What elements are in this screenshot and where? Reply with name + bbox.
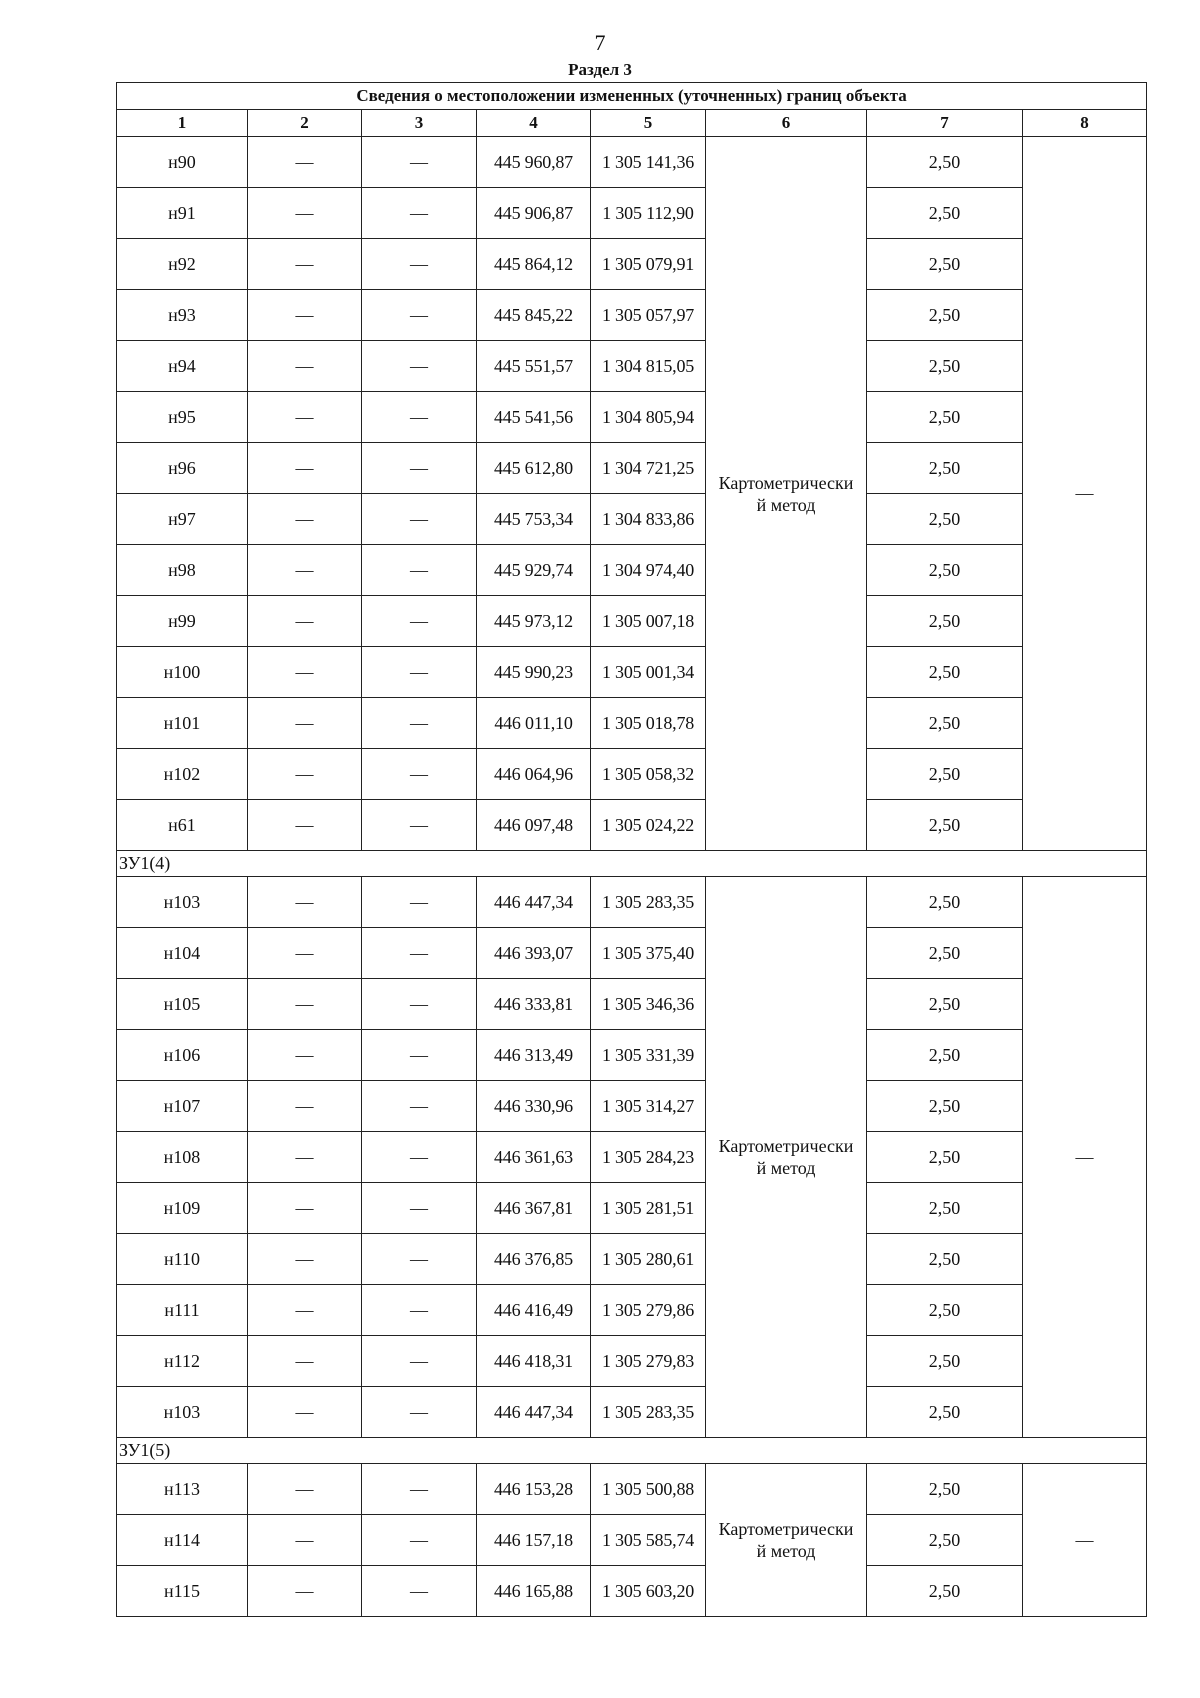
table-row	[117, 1132, 1147, 1183]
point-name-cell: н92	[117, 239, 248, 290]
x-coordinate-cell: 446 447,34	[477, 1387, 591, 1438]
column-2-cell: —	[248, 928, 362, 979]
accuracy-cell: 2,50	[867, 979, 1023, 1030]
column-number: 4	[477, 110, 591, 137]
point-name-cell: н61	[117, 800, 248, 851]
x-coordinate-cell: 446 153,28	[477, 1464, 591, 1515]
table-row	[117, 1464, 1147, 1515]
y-coordinate-cell: 1 305 314,27	[591, 1081, 706, 1132]
accuracy-cell: 2,50	[867, 290, 1023, 341]
y-coordinate-cell: 1 304 721,25	[591, 443, 706, 494]
x-coordinate-cell: 445 612,80	[477, 443, 591, 494]
column-3-cell: —	[362, 1515, 477, 1566]
table-row	[117, 1566, 1147, 1617]
column-3-cell: —	[362, 494, 477, 545]
column-2-cell: —	[248, 979, 362, 1030]
x-coordinate-cell: 446 330,96	[477, 1081, 591, 1132]
accuracy-cell: 2,50	[867, 749, 1023, 800]
table-row	[117, 494, 1147, 545]
column-3-cell: —	[362, 1081, 477, 1132]
x-coordinate-cell: 445 929,74	[477, 545, 591, 596]
method-text-line-1: Картометрически	[718, 1136, 854, 1156]
column-number: 3	[362, 110, 477, 137]
x-coordinate-cell: 446 376,85	[477, 1234, 591, 1285]
column-3-cell: —	[362, 928, 477, 979]
column-2-cell: —	[248, 698, 362, 749]
boundary-table	[116, 82, 1147, 1617]
page-number: 7	[594, 30, 606, 55]
column-3-cell: —	[362, 647, 477, 698]
y-coordinate-cell: 1 305 007,18	[591, 596, 706, 647]
column-2-cell: —	[248, 443, 362, 494]
table-row	[117, 877, 1147, 928]
table-row	[117, 1234, 1147, 1285]
point-name-cell: н109	[117, 1183, 248, 1234]
column-3-cell: —	[362, 392, 477, 443]
accuracy-cell: 2,50	[867, 877, 1023, 928]
column-number: 1	[117, 110, 248, 137]
x-coordinate-cell: 446 361,63	[477, 1132, 591, 1183]
column-2-cell: —	[248, 341, 362, 392]
y-coordinate-cell: 1 305 283,35	[591, 877, 706, 928]
table-row	[117, 1030, 1147, 1081]
accuracy-cell: 2,50	[867, 647, 1023, 698]
column-3-cell: —	[362, 1030, 477, 1081]
x-coordinate-cell: 446 165,88	[477, 1566, 591, 1617]
accuracy-cell: 2,50	[867, 928, 1023, 979]
table-row	[117, 698, 1147, 749]
table-row	[117, 1081, 1147, 1132]
group-row	[117, 1438, 1147, 1464]
y-coordinate-cell: 1 304 805,94	[591, 392, 706, 443]
method-text-line-2: й метод	[756, 1541, 816, 1561]
column-2-cell: —	[248, 1336, 362, 1387]
y-coordinate-cell: 1 304 974,40	[591, 545, 706, 596]
column-2-cell: —	[248, 545, 362, 596]
x-coordinate-cell: 446 313,49	[477, 1030, 591, 1081]
accuracy-cell: 2,50	[867, 1566, 1023, 1617]
point-name-cell: н96	[117, 443, 248, 494]
column-2-cell: —	[248, 290, 362, 341]
column-3-cell: —	[362, 137, 477, 188]
column-number: 5	[591, 110, 706, 137]
column-3-cell: —	[362, 749, 477, 800]
accuracy-cell: 2,50	[867, 1515, 1023, 1566]
column-8-cell: —	[1023, 1464, 1147, 1617]
y-coordinate-cell: 1 305 284,23	[591, 1132, 706, 1183]
point-name-cell: н108	[117, 1132, 248, 1183]
accuracy-cell: 2,50	[867, 1081, 1023, 1132]
column-2-cell: —	[248, 1464, 362, 1515]
x-coordinate-cell: 446 157,18	[477, 1515, 591, 1566]
column-number-row	[117, 110, 1147, 137]
table-row	[117, 647, 1147, 698]
point-name-cell: н93	[117, 290, 248, 341]
table-row	[117, 290, 1147, 341]
column-3-cell: —	[362, 1285, 477, 1336]
y-coordinate-cell: 1 305 112,90	[591, 188, 706, 239]
point-name-cell: н112	[117, 1336, 248, 1387]
column-2-cell: —	[248, 137, 362, 188]
accuracy-cell: 2,50	[867, 1387, 1023, 1438]
column-3-cell: —	[362, 1234, 477, 1285]
x-coordinate-cell: 446 097,48	[477, 800, 591, 851]
accuracy-cell: 2,50	[867, 698, 1023, 749]
group-row	[117, 851, 1147, 877]
column-3-cell: —	[362, 1387, 477, 1438]
y-coordinate-cell: 1 305 079,91	[591, 239, 706, 290]
accuracy-cell: 2,50	[867, 494, 1023, 545]
point-name-cell: н110	[117, 1234, 248, 1285]
column-2-cell: —	[248, 1387, 362, 1438]
y-coordinate-cell: 1 305 585,74	[591, 1515, 706, 1566]
method-cell	[706, 1464, 867, 1617]
accuracy-cell: 2,50	[867, 341, 1023, 392]
group-label: ЗУ1(4)	[117, 851, 1147, 877]
x-coordinate-cell: 445 541,56	[477, 392, 591, 443]
table-row	[117, 800, 1147, 851]
point-name-cell: н102	[117, 749, 248, 800]
method-cell	[706, 877, 867, 1438]
column-2-cell: —	[248, 877, 362, 928]
column-2-cell: —	[248, 1132, 362, 1183]
x-coordinate-cell: 446 011,10	[477, 698, 591, 749]
point-name-cell: н106	[117, 1030, 248, 1081]
point-name-cell: н95	[117, 392, 248, 443]
accuracy-cell: 2,50	[867, 392, 1023, 443]
table-row	[117, 239, 1147, 290]
point-name-cell: н91	[117, 188, 248, 239]
x-coordinate-cell: 446 367,81	[477, 1183, 591, 1234]
column-3-cell: —	[362, 698, 477, 749]
table-row	[117, 392, 1147, 443]
point-name-cell: н114	[117, 1515, 248, 1566]
column-8-cell: —	[1023, 877, 1147, 1438]
accuracy-cell: 2,50	[867, 137, 1023, 188]
column-3-cell: —	[362, 341, 477, 392]
column-2-cell: —	[248, 188, 362, 239]
accuracy-cell: 2,50	[867, 596, 1023, 647]
x-coordinate-cell: 445 551,57	[477, 341, 591, 392]
y-coordinate-cell: 1 304 833,86	[591, 494, 706, 545]
method-text-line-1: Картометрически	[718, 472, 854, 493]
table-row	[117, 928, 1147, 979]
y-coordinate-cell: 1 305 280,61	[591, 1234, 706, 1285]
column-2-cell: —	[248, 494, 362, 545]
table-row	[117, 1285, 1147, 1336]
group-label: ЗУ1(5)	[117, 1438, 1147, 1464]
y-coordinate-cell: 1 305 279,83	[591, 1336, 706, 1387]
column-2-cell: —	[248, 1030, 362, 1081]
column-3-cell: —	[362, 596, 477, 647]
y-coordinate-cell: 1 305 018,78	[591, 698, 706, 749]
column-8-cell: —	[1023, 137, 1147, 851]
x-coordinate-cell: 445 990,23	[477, 647, 591, 698]
column-3-cell: —	[362, 545, 477, 596]
section-title: Раздел 3	[568, 60, 632, 79]
y-coordinate-cell: 1 305 375,40	[591, 928, 706, 979]
column-3-cell: —	[362, 1336, 477, 1387]
y-coordinate-cell: 1 305 603,20	[591, 1566, 706, 1617]
x-coordinate-cell: 445 960,87	[477, 137, 591, 188]
y-coordinate-cell: 1 305 500,88	[591, 1464, 706, 1515]
accuracy-cell: 2,50	[867, 1464, 1023, 1515]
x-coordinate-cell: 446 393,07	[477, 928, 591, 979]
column-3-cell: —	[362, 877, 477, 928]
table-row	[117, 1183, 1147, 1234]
column-2-cell: —	[248, 1234, 362, 1285]
accuracy-cell: 2,50	[867, 1183, 1023, 1234]
y-coordinate-cell: 1 305 281,51	[591, 1183, 706, 1234]
y-coordinate-cell: 1 305 001,34	[591, 647, 706, 698]
y-coordinate-cell: 1 305 283,35	[591, 1387, 706, 1438]
point-name-cell: н111	[117, 1285, 248, 1336]
x-coordinate-cell: 445 753,34	[477, 494, 591, 545]
column-2-cell: —	[248, 1285, 362, 1336]
table-row	[117, 596, 1147, 647]
table-row	[117, 1387, 1147, 1438]
x-coordinate-cell: 445 973,12	[477, 596, 591, 647]
x-coordinate-cell: 446 064,96	[477, 749, 591, 800]
table-row	[117, 188, 1147, 239]
y-coordinate-cell: 1 305 057,97	[591, 290, 706, 341]
point-name-cell: н90	[117, 137, 248, 188]
x-coordinate-cell: 446 416,49	[477, 1285, 591, 1336]
column-2-cell: —	[248, 596, 362, 647]
point-name-cell: н104	[117, 928, 248, 979]
method-cell	[706, 137, 867, 851]
y-coordinate-cell: 1 305 141,36	[591, 137, 706, 188]
x-coordinate-cell: 446 447,34	[477, 877, 591, 928]
accuracy-cell: 2,50	[867, 1285, 1023, 1336]
table-row	[117, 979, 1147, 1030]
method-text-line-2: й метод	[756, 1158, 816, 1178]
column-number: 7	[867, 110, 1023, 137]
y-coordinate-cell: 1 305 024,22	[591, 800, 706, 851]
accuracy-cell: 2,50	[867, 545, 1023, 596]
x-coordinate-cell: 446 333,81	[477, 979, 591, 1030]
accuracy-cell: 2,50	[867, 800, 1023, 851]
column-2-cell: —	[248, 749, 362, 800]
table-row	[117, 137, 1147, 188]
x-coordinate-cell: 446 418,31	[477, 1336, 591, 1387]
method-text-line-2: й метод	[756, 494, 816, 515]
column-3-cell: —	[362, 1132, 477, 1183]
column-2-cell: —	[248, 647, 362, 698]
accuracy-cell: 2,50	[867, 1132, 1023, 1183]
table-row	[117, 545, 1147, 596]
column-2-cell: —	[248, 1566, 362, 1617]
point-name-cell: н100	[117, 647, 248, 698]
x-coordinate-cell: 445 864,12	[477, 239, 591, 290]
table-row	[117, 341, 1147, 392]
point-name-cell: н94	[117, 341, 248, 392]
table-row	[117, 749, 1147, 800]
y-coordinate-cell: 1 305 331,39	[591, 1030, 706, 1081]
accuracy-cell: 2,50	[867, 188, 1023, 239]
point-name-cell: н115	[117, 1566, 248, 1617]
point-name-cell: н107	[117, 1081, 248, 1132]
column-3-cell: —	[362, 979, 477, 1030]
point-name-cell: н103	[117, 1387, 248, 1438]
column-2-cell: —	[248, 392, 362, 443]
point-name-cell: н99	[117, 596, 248, 647]
y-coordinate-cell: 1 304 815,05	[591, 341, 706, 392]
point-name-cell: н98	[117, 545, 248, 596]
column-3-cell: —	[362, 1183, 477, 1234]
x-coordinate-cell: 445 906,87	[477, 188, 591, 239]
x-coordinate-cell: 445 845,22	[477, 290, 591, 341]
column-3-cell: —	[362, 1464, 477, 1515]
column-2-cell: —	[248, 1515, 362, 1566]
accuracy-cell: 2,50	[867, 239, 1023, 290]
method-text-line-1: Картометрически	[718, 1519, 854, 1539]
column-2-cell: —	[248, 239, 362, 290]
y-coordinate-cell: 1 305 346,36	[591, 979, 706, 1030]
column-number: 2	[248, 110, 362, 137]
table-row	[117, 443, 1147, 494]
accuracy-cell: 2,50	[867, 1030, 1023, 1081]
column-2-cell: —	[248, 800, 362, 851]
point-name-cell: н103	[117, 877, 248, 928]
column-3-cell: —	[362, 800, 477, 851]
column-3-cell: —	[362, 188, 477, 239]
column-number: 8	[1023, 110, 1147, 137]
column-3-cell: —	[362, 239, 477, 290]
accuracy-cell: 2,50	[867, 443, 1023, 494]
point-name-cell: н113	[117, 1464, 248, 1515]
y-coordinate-cell: 1 305 279,86	[591, 1285, 706, 1336]
y-coordinate-cell: 1 305 058,32	[591, 749, 706, 800]
table-row	[117, 1336, 1147, 1387]
point-name-cell: н97	[117, 494, 248, 545]
column-number: 6	[706, 110, 867, 137]
column-2-cell: —	[248, 1081, 362, 1132]
accuracy-cell: 2,50	[867, 1234, 1023, 1285]
point-name-cell: н101	[117, 698, 248, 749]
column-3-cell: —	[362, 290, 477, 341]
column-3-cell: —	[362, 1566, 477, 1617]
column-2-cell: —	[248, 1183, 362, 1234]
accuracy-cell: 2,50	[867, 1336, 1023, 1387]
column-3-cell: —	[362, 443, 477, 494]
point-name-cell: н105	[117, 979, 248, 1030]
table-caption: Сведения о местоположении измененных (уточненных) границ объекта	[117, 83, 1147, 110]
table-row	[117, 1515, 1147, 1566]
